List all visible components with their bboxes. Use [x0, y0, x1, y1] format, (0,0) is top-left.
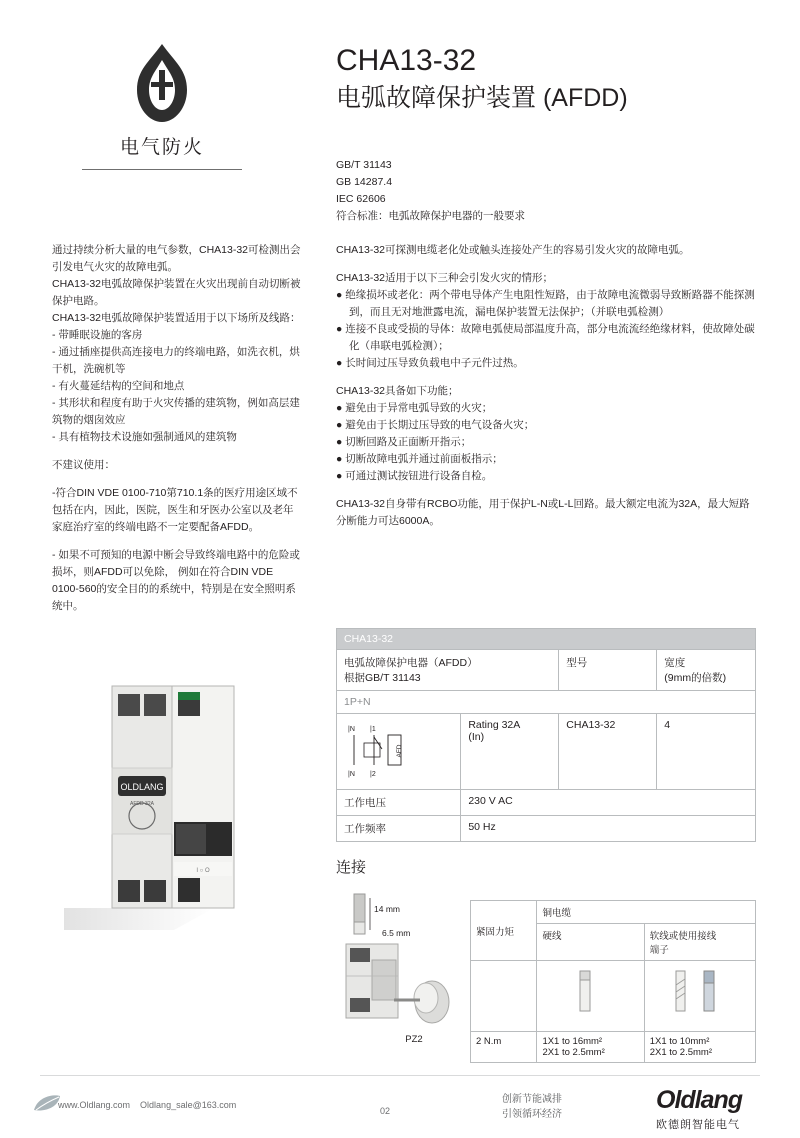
svg-text:PZ2: PZ2	[405, 1034, 423, 1045]
circuit-diagram-icon	[344, 719, 444, 781]
bullet-item: ● 避免由于长期过压导致的电气设备火灾；	[336, 419, 535, 431]
bullet-item: ● 切断回路及正面断开指示；	[336, 436, 472, 448]
logo-divider	[82, 169, 242, 170]
paragraph: -符合DIN VDE 0100-710第710.1条的医疗用途区域不包括在内，因此，医院，医生和牙医办公室以及老年家庭治疗室的终端电路不一定要配备AFDD。	[52, 487, 298, 533]
frequency-label: 工作频率	[337, 816, 461, 842]
standard-line: GB 14287.4	[336, 176, 393, 188]
torque-value: 2 N.m	[471, 1032, 537, 1063]
flexible-wire-header-line: 软线或使用接线	[649, 931, 717, 942]
torque-header: 紧固力矩	[471, 901, 537, 961]
title-block	[336, 42, 756, 114]
column-header-line: 根据GB/T 31143	[344, 672, 421, 684]
rating-cell	[461, 714, 559, 790]
flexible-wire-header	[644, 924, 755, 961]
bullet-item: ● 绝缘损坏或老化：两个带电导体产生电阻性短路，由于故障电流微弱导致断路器不能探测到，而且无对地泄露电流，漏电保护装置无法保护；（并联电弧检测）	[336, 289, 755, 318]
solid-wire-range	[537, 1032, 644, 1063]
svg-text:6.5 mm: 6.5 mm	[382, 928, 411, 938]
range-line: 1X1 to 16mm²	[542, 1036, 603, 1047]
paragraph: - 如果不可预知的电源中断会导致终端电路中的危险或损坏，则AFDD可以免除， 例如在符合DIN VDE 0100-560的安全目的的系统中，特别是在安全照明系统中。	[52, 549, 300, 612]
voltage-value: 230 V AC	[461, 790, 756, 816]
paragraph: CHA13-32适用于以下三种会引发火灾的情形；	[336, 272, 554, 284]
bullet-item: ● 切断故障电弧并通过前面板指示；	[336, 453, 503, 465]
column-header-model: 型号	[559, 650, 657, 691]
width-cell: 4	[657, 714, 756, 790]
copper-cable-header: 铜电缆	[537, 901, 756, 924]
footer-email[interactable]: Oldlang_sale@163.com	[140, 1100, 237, 1110]
solid-wire-icon	[542, 965, 632, 1021]
paragraph: 不建议使用：	[52, 459, 115, 471]
logo-caption: 电气防火	[119, 137, 204, 158]
list-item: - 通过插座提供高连接电力的终端电路，如洗衣机，烘干机，洗碗机等	[52, 346, 300, 375]
table-subheader-row	[337, 691, 756, 714]
right-text-column	[336, 242, 756, 541]
voltage-label: 工作电压	[337, 790, 461, 816]
table-row	[471, 901, 756, 924]
connection-title: 连接	[336, 859, 367, 876]
column-header-line: 电弧故障保护电器（AFDD）	[344, 657, 478, 669]
table-row	[337, 790, 756, 816]
svg-text:|N: |N	[348, 771, 355, 778]
page-footer	[40, 1086, 760, 1130]
left-text-column	[52, 242, 302, 626]
solid-wire-header: 硬线	[537, 924, 644, 961]
table-row	[471, 1032, 756, 1063]
table-header-row	[337, 629, 756, 650]
svg-text:|2: |2	[370, 771, 376, 778]
list-item: - 有火蔓延结构的空间和地点	[52, 380, 185, 392]
product-photo	[64, 672, 304, 932]
bullet-item: ● 长时间过压导致负载电中子元件过热。	[336, 357, 524, 369]
bullet-item: ● 连接不良或受损的导体：故障电弧使局部温度升高，部分电流流经绝缘材料，使故障处碳化（串联电弧检测）；	[336, 323, 755, 352]
svg-text:14 mm: 14 mm	[374, 904, 400, 914]
rating-line: Rating 32A	[468, 719, 521, 731]
table-row	[337, 816, 756, 842]
table-row	[337, 714, 756, 790]
svg-text:OLDLANG: OLDLANG	[120, 782, 164, 792]
pole-config-label: 1P+N	[337, 691, 756, 714]
page-subtitle: 电弧故障保护装置 (AFDD)	[336, 83, 628, 112]
footer-divider	[40, 1075, 760, 1076]
standards-list	[336, 157, 756, 225]
flexible-wire-header-line: 端子	[649, 945, 669, 956]
list-item: - 其形状和程度有助于火灾传播的建筑物，例如高层建筑物的烟囱效应	[52, 397, 300, 426]
page-title: CHA13-32	[336, 44, 477, 77]
paragraph: 通过持续分析大量的电气参数，CHA13-32可检测出会引发电气火灾的故障电弧。	[52, 244, 301, 273]
slogan-line: 创新节能减排	[502, 1094, 562, 1105]
standard-line: 符合标准：电弧故障保护电器的一般要求	[336, 210, 525, 222]
flexible-wire-range	[644, 1032, 755, 1063]
page-number: 02	[380, 1106, 391, 1116]
connection-diagram	[336, 890, 466, 1050]
solid-wire-icon-cell	[537, 961, 644, 1032]
empty-cell	[471, 961, 537, 1032]
standard-line: GB/T 31143	[336, 159, 392, 171]
table-row	[471, 961, 756, 1032]
column-header-line: (9mm的倍数)	[664, 672, 727, 684]
footer-website[interactable]: www.Oldlang.com	[58, 1100, 131, 1110]
table-header-label: CHA13-32	[337, 629, 756, 650]
svg-text:|1: |1	[370, 726, 376, 733]
table-column-header-row	[337, 650, 756, 691]
brand-logo-block	[52, 40, 272, 170]
circuit-symbol-cell	[337, 714, 461, 790]
svg-text:I ○ O: I ○ O	[196, 868, 210, 874]
paragraph: CHA13-32电弧故障保护装置适用于以下场所及线路：	[52, 312, 301, 324]
column-header-line: 宽度	[664, 657, 686, 669]
brand-name: Oldlang	[656, 1086, 743, 1114]
svg-text:AFD: AFD	[396, 744, 403, 758]
footer-brand	[656, 1086, 800, 1132]
specification-table	[336, 628, 756, 842]
connection-table	[470, 900, 756, 1063]
standard-line: IEC 62606	[336, 193, 386, 205]
paragraph: CHA13-32可探测电缆老化处或触头连接处产生的容易引发火灾的故障电弧。	[336, 244, 690, 256]
footer-contact[interactable]	[58, 1100, 236, 1110]
ferrule-wire-icon	[650, 965, 744, 1021]
bullet-item: ● 避免由于异常电弧导致的火灾；	[336, 402, 493, 414]
footer-slogan	[502, 1092, 562, 1122]
slogan-line: 引领循环经济	[502, 1109, 562, 1120]
model-cell: CHA13-32	[559, 714, 657, 790]
range-line: 2X1 to 2.5mm²	[542, 1047, 605, 1058]
range-line: 2X1 to 2.5mm²	[649, 1047, 713, 1058]
flexible-wire-icon-cell	[644, 961, 755, 1032]
list-item: - 带睡眠设施的客房	[52, 329, 143, 341]
paragraph: CHA13-32具备如下功能；	[336, 385, 459, 397]
flame-icon	[119, 40, 205, 126]
svg-text:AFDD 32A: AFDD 32A	[130, 801, 154, 807]
svg-text:|N: |N	[348, 726, 355, 733]
bullet-item: ● 可通过测试按钮进行设备自检。	[336, 470, 493, 482]
brand-subtitle: 欧德朗智能电气	[656, 1119, 740, 1131]
column-header-width	[657, 650, 756, 691]
range-line: 1X1 to 10mm²	[649, 1036, 710, 1047]
paragraph: CHA13-32电弧故障保护装置在火灾出现前自动切断被保护电路。	[52, 278, 301, 307]
paragraph: CHA13-32自身带有RCBO功能，用于保护L-N或L-L回路。最大额定电流为32A，最大短路分断能力可达6000A。	[336, 498, 750, 527]
frequency-value: 50 Hz	[461, 816, 756, 842]
rating-line: (In)	[468, 731, 485, 743]
column-header-afdd	[337, 650, 559, 691]
list-item: - 具有植物技术设施如强制通风的建筑物	[52, 431, 237, 443]
